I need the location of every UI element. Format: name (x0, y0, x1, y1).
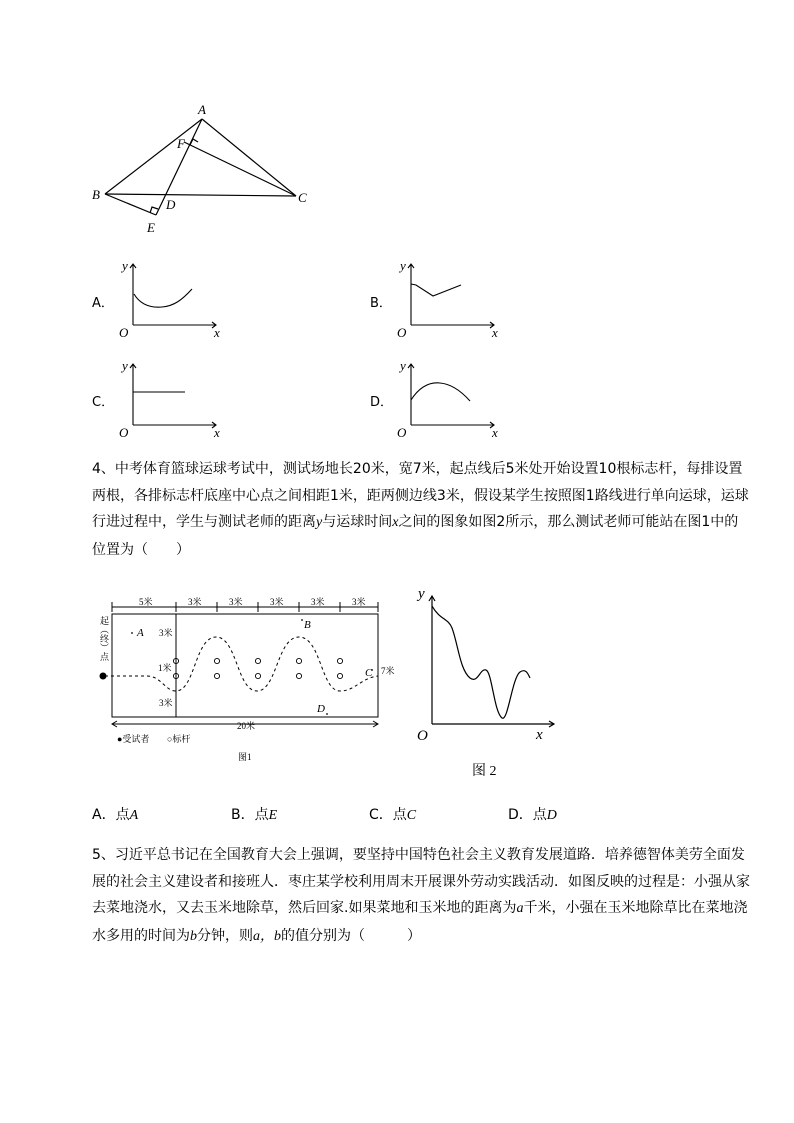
dim-left-1: 3米 (159, 628, 173, 638)
pole-icon (296, 658, 301, 663)
point-D: D (317, 703, 325, 715)
option-c-letter: C． (92, 395, 115, 410)
origin-o: O (397, 425, 407, 440)
label-B: B (92, 187, 100, 202)
dim-top-4: 3米 (270, 597, 284, 607)
question-5-text (92, 842, 752, 950)
choice-d[interactable]: D．点D (508, 807, 557, 823)
q4-text-2: 与运球时间 (322, 514, 393, 530)
figure-2-caption: 图 2 (472, 764, 497, 779)
option-c-graph (112, 356, 232, 442)
option-d-graph (390, 356, 510, 442)
q5-vars-ab: a，b (253, 928, 281, 944)
choice-b[interactable]: B．点E (231, 807, 278, 823)
dim-top-5: 3米 (311, 597, 325, 607)
legend-player: ●受试者 (117, 734, 150, 744)
axis-y: y (418, 586, 425, 602)
q5-text-2: 千米，小强在玉米地除草比在菜地浇水多用的时间为 (92, 900, 748, 944)
figure-1-field (95, 590, 407, 770)
dim-left-3: 3米 (159, 698, 173, 708)
label-E: E (147, 220, 155, 235)
start-line-label: 起（终）点 (98, 616, 108, 661)
option-b-graph (390, 256, 510, 342)
pole-icon (214, 673, 219, 678)
pole-icon (296, 673, 301, 678)
option-d-letter: D． (370, 395, 394, 410)
label-A: A (198, 102, 206, 117)
triangle-figure (88, 100, 318, 240)
dim-top-3: 3米 (229, 597, 243, 607)
dim-right: 7米 (381, 666, 395, 676)
choice-c[interactable]: C．点C (369, 807, 417, 823)
origin-o: O (397, 325, 407, 340)
figure-2-graph (412, 582, 562, 782)
q5-var-a: a (516, 901, 524, 916)
dim-top-6: 3米 (352, 597, 366, 607)
legend-pole: ○标杆 (167, 734, 191, 744)
point-C: C (365, 667, 373, 679)
choice-a[interactable]: A．点A (92, 807, 139, 823)
axis-x: x (536, 727, 543, 743)
axis-y: y (122, 358, 128, 373)
q4-var-x: x (392, 515, 399, 530)
q5-var-b: b (190, 928, 197, 944)
origin-o: O (119, 325, 129, 340)
q5-text-1: 5、习近平总书记在全国教育大会上强调，要坚持中国特色社会主义教育发展道路．培养德智体美劳全面发展的社会主义建设者和接班人．枣庄某学校利用周末开展课外劳动实践活动．如图反映的过程是：小强从家去菜地浇水，又去玉米地除草，然后回家.如果菜地和玉米地的距离为 (92, 847, 750, 916)
axis-x: x (492, 425, 498, 440)
q4-text-1: 4、中考体育篮球运球考试中，测试场地长20米，宽7米，起点线后5米处开始设置10根标志杆，每排设置两根，各排标志杆底座中心点之间相距1米，距两侧边线3米，假设某学生按照图1路线进行单向运球，运球行进过程中，学生与测试老师的距离 (92, 461, 749, 530)
pole-icon (337, 673, 342, 678)
dim-bottom: 20米 (237, 721, 256, 731)
pole-icon (337, 658, 342, 663)
pole-icon (214, 658, 219, 663)
axis-y: y (400, 358, 406, 373)
option-a-letter: A． (92, 296, 114, 311)
q4-var-y: y (316, 515, 323, 530)
axis-x: x (492, 325, 498, 340)
axis-x: x (214, 325, 220, 340)
question-4-text (92, 456, 752, 563)
option-a-graph (112, 256, 232, 342)
label-D: D (166, 197, 176, 212)
axis-y: y (400, 258, 406, 273)
pole-icon (255, 658, 260, 663)
option-b-letter: B． (370, 296, 392, 311)
q5-text-4: 的值分别为（ ） (281, 927, 421, 944)
dim-left-2: 1米 (158, 663, 172, 673)
origin-o: O (417, 728, 428, 744)
dim-top-2: 3米 (188, 597, 202, 607)
axis-x: x (214, 425, 220, 440)
axis-y: y (122, 258, 128, 273)
label-C: C (298, 190, 307, 205)
dim-top-1: 5米 (139, 597, 153, 607)
q5-text-3: 分钟，则 (197, 927, 253, 944)
label-F: F (177, 136, 185, 151)
point-A: A (137, 627, 144, 639)
origin-o: O (119, 425, 129, 440)
point-B: B (304, 619, 311, 631)
pole-icon (255, 673, 260, 678)
figure-1-caption: 图1 (238, 752, 252, 762)
q4-text-3: 之间的图象如图2所示，那么测试老师可能站在图1中的位置为（ ） (92, 514, 739, 558)
